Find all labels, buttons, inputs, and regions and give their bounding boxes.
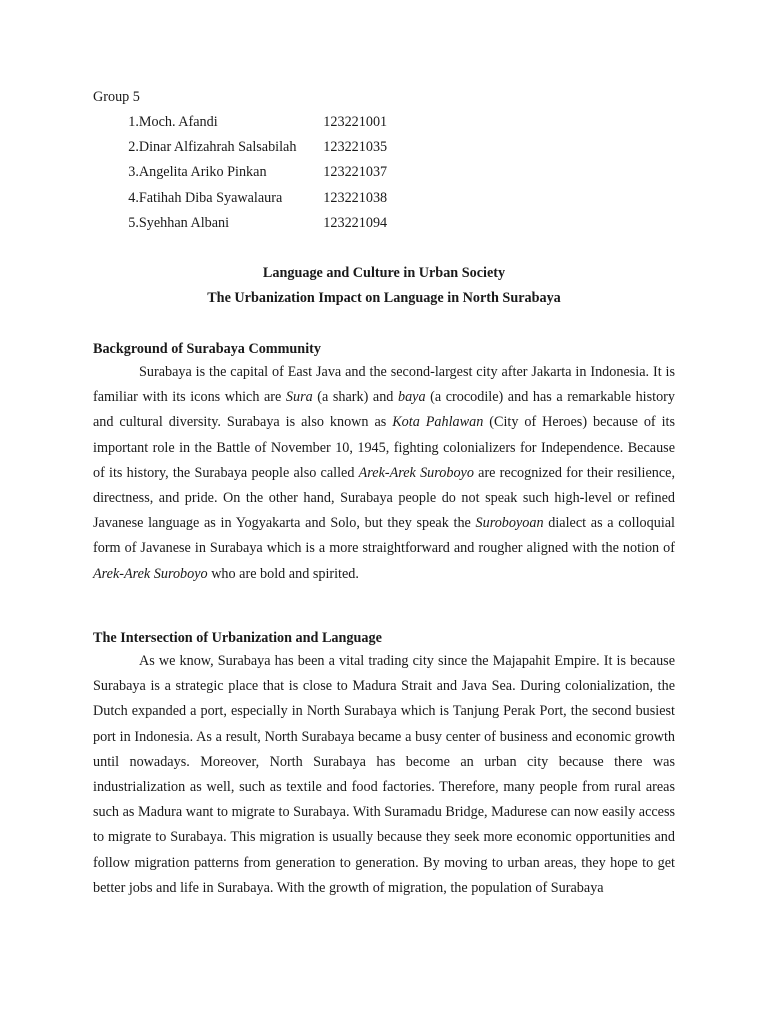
member-name: Syehhan Albani (138, 214, 230, 231)
member-name: Moch. Afandi (138, 114, 218, 130)
member-row (93, 138, 413, 163)
section-heading-background: Background of Surabaya Community (93, 341, 321, 357)
title-line-1: Language and Culture in Urban Society (262, 265, 506, 281)
member-name: Angelita Ariko Pinkan (138, 164, 267, 181)
member-row (93, 214, 413, 239)
member-name: Fatihah Diba Syawalaura (138, 189, 283, 206)
member-name: Dinar Alfizahrah Salsabilah (138, 139, 297, 156)
member-number: 4. (128, 189, 139, 206)
paragraph-intersection: As we know, Surabaya has been a vital trading city since the Majapahit Empire. It is because Surabaya is a strategic place that is close to Madura Strait and Java Sea. During colonialization, the Dutch expanded a port, especially in North Surabaya which is Tanjung Perak Port, the second busiest port in Indonesia. As a result, North Surabaya became a busy center of business and economic growth until nowadays. Moreover, North Surabaya has become an urban city because there was industrialization as well, such as textile and food factories. Therefore, many people from rural areas such as Madura want to migrate to Surabaya. With Suramadu Bridge, Madurese can now easily access to migrate to Surabaya. This migration is usually because they seek more economic opportunities and follow migration patterns from generation to generation. By moving to urban areas, they hope to get better jobs and life in Surabaya. With the growth of migration, the population of Surabaya (93, 653, 675, 896)
paragraph-background: Surabaya is the capital of East Java and the second-largest city after Jakarta in Indonesia. It is familiar with its icons which are Sura (a shark) and baya (a crocodile) and has a remarkable history and cultural diversity. Surabaya is also known as Kota Pahlawan (City of Heroes) because of its important role in the Battle of November 10, 1945, fighting colonializers for Independence. Because of its history, the Surabaya people also called Arek-Arek Suroboyo are recognized for their resilience, directness, and pride. On the other hand, Surabaya people do not speak such high-level or refined Javanese language as in Yogyakarta and Solo, but they speak the Suroboyoan dialect as a colloquial form of Javanese in Surabaya which is a more straightforward and rougher aligned with the notion of Arek-Arek Suroboyo who are bold and spirited. (93, 364, 676, 582)
group-label: Group 5 (93, 89, 140, 105)
member-nim: 123221001 (323, 114, 388, 130)
title-line-2: The Urbanization Impact on Language in North Surabaya (207, 290, 561, 307)
member-list (93, 113, 413, 239)
member-nim: 123221094 (323, 214, 388, 231)
member-nim: 123221038 (323, 189, 388, 206)
member-nim: 123221037 (323, 164, 388, 181)
document-title (93, 264, 675, 314)
section-heading-intersection: The Intersection of Urbanization and Language (93, 630, 382, 646)
member-number: 3. (128, 164, 139, 181)
member-number: 2. (128, 139, 139, 156)
member-number: 1. (128, 114, 139, 130)
member-row (93, 113, 413, 138)
member-number: 5. (128, 214, 139, 231)
member-nim: 123221035 (323, 139, 388, 156)
member-row (93, 163, 413, 188)
member-row (93, 189, 413, 214)
